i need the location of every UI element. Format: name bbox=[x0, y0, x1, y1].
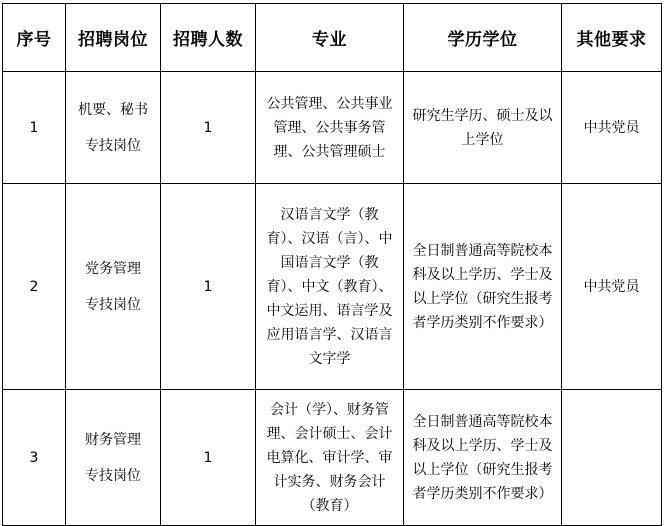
cell-position bbox=[66, 184, 161, 390]
cell-count: 1 bbox=[161, 72, 256, 184]
column-header-position: 招聘岗位 bbox=[66, 4, 161, 72]
table-row bbox=[3, 390, 662, 526]
column-header-education: 学历学位 bbox=[404, 4, 562, 72]
position-type: 专技岗位 bbox=[85, 296, 141, 313]
position-type: 专技岗位 bbox=[85, 137, 141, 154]
cell-other bbox=[562, 390, 662, 526]
position-name: 党务管理 bbox=[85, 260, 141, 277]
table-row bbox=[3, 72, 662, 184]
cell-other: 中共党员 bbox=[562, 72, 662, 184]
table-header-row bbox=[3, 4, 662, 72]
cell-education: 全日制普通高等院校本科及以上学历、学士及以上学位（研究生报考者学历类别不作要求） bbox=[404, 184, 562, 390]
cell-major: 公共管理、公共事业管理、公共事务管理、公共管理硕士 bbox=[256, 72, 404, 184]
column-header-count: 招聘人数 bbox=[161, 4, 256, 72]
cell-other: 中共党员 bbox=[562, 184, 662, 390]
position-name: 机要、秘书 bbox=[78, 101, 148, 118]
cell-index: 1 bbox=[3, 72, 66, 184]
cell-education: 研究生学历、硕士及以上学位 bbox=[404, 72, 562, 184]
cell-position bbox=[66, 72, 161, 184]
column-header-major: 专业 bbox=[256, 4, 404, 72]
cell-major: 会计（学）、财务管理、会计硕士、会计电算化、审计学、审计实务、财务会计（教育） bbox=[256, 390, 404, 526]
cell-index: 3 bbox=[3, 390, 66, 526]
position-type: 专技岗位 bbox=[85, 467, 141, 484]
column-header-index: 序号 bbox=[3, 4, 66, 72]
cell-count: 1 bbox=[161, 184, 256, 390]
position-name: 财务管理 bbox=[85, 431, 141, 448]
cell-index: 2 bbox=[3, 184, 66, 390]
cell-major: 汉语言文学（教育）、汉语（言）、中国语言文学（教育）、中文（教育）、中文运用、语言学及应用语言学、汉语言文字学 bbox=[256, 184, 404, 390]
table-row bbox=[3, 184, 662, 390]
cell-position bbox=[66, 390, 161, 526]
cell-education: 全日制普通高等院校本科及以上学历、学士及以上学位（研究生报考者学历类别不作要求） bbox=[404, 390, 562, 526]
recruitment-table bbox=[2, 3, 662, 526]
column-header-other: 其他要求 bbox=[562, 4, 662, 72]
cell-count: 1 bbox=[161, 390, 256, 526]
